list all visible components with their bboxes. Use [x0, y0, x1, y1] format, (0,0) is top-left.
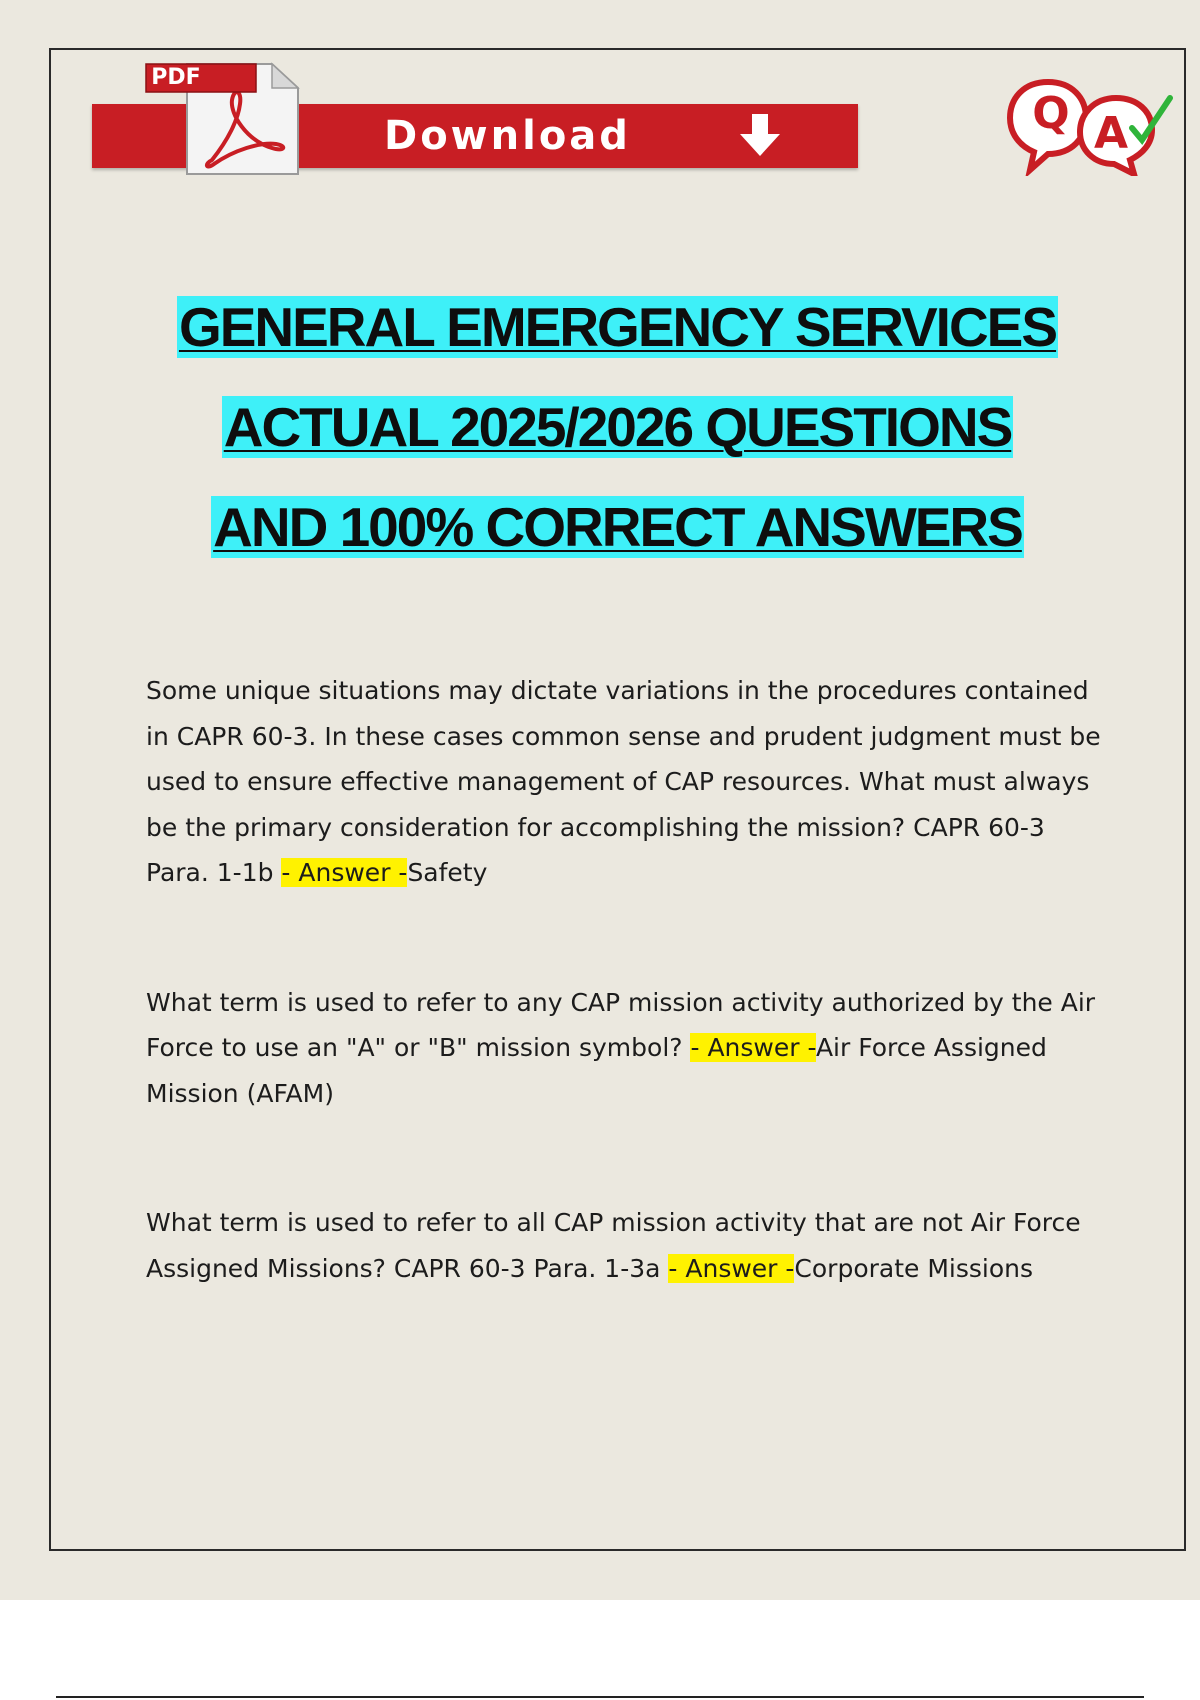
answer-tag: - Answer - — [668, 1253, 795, 1283]
document-title — [49, 296, 1186, 596]
answer-tag: - Answer - — [281, 858, 408, 887]
qa-item — [146, 1200, 1106, 1291]
answer-text: Safety — [407, 858, 488, 887]
pdf-label: PDF — [151, 65, 201, 90]
question-text: What term is used to refer to all CAP mission activity that are not Air Force Assigned Missions? CAPR 60-3 Para. 1-3a — [146, 1208, 1081, 1283]
question-text: What term is used to refer to any CAP mission activity authorized by the Air Force to use an "A" or "B" mission symbol? — [146, 987, 1096, 1062]
qa-a-letter: A — [1093, 108, 1129, 159]
qa-q-letter: Q — [1032, 88, 1070, 139]
answer-tag: - Answer - — [690, 1033, 816, 1062]
footer-divider — [56, 1696, 1144, 1698]
qa-item — [146, 668, 1106, 896]
title-line: ACTUAL 2025/2026 QUESTIONS — [223, 396, 1012, 458]
download-label[interactable]: Download — [384, 113, 631, 159]
qa-list — [146, 668, 1106, 1375]
question-text: Some unique situations may dictate variations in the procedures contained in CAPR 60-3. In these cases common sense and prudent judgment must be used to ensure effective management of CAP resources. What must always be the primary consideration for accomplishing the mission? CAPR 60-3 Para. 1-1b — [146, 676, 1101, 887]
answer-text: Air Force Assigned Mission (AFAM) — [146, 1033, 1047, 1108]
pdf-download-banner[interactable] — [92, 60, 858, 180]
title-line: GENERAL EMERGENCY SERVICES — [178, 296, 1057, 358]
answer-text: Corporate Missions — [794, 1253, 1034, 1283]
title-line: AND 100% CORRECT ANSWERS — [213, 496, 1022, 558]
qa-item — [146, 980, 1106, 1117]
down-arrow-icon[interactable] — [736, 112, 784, 160]
